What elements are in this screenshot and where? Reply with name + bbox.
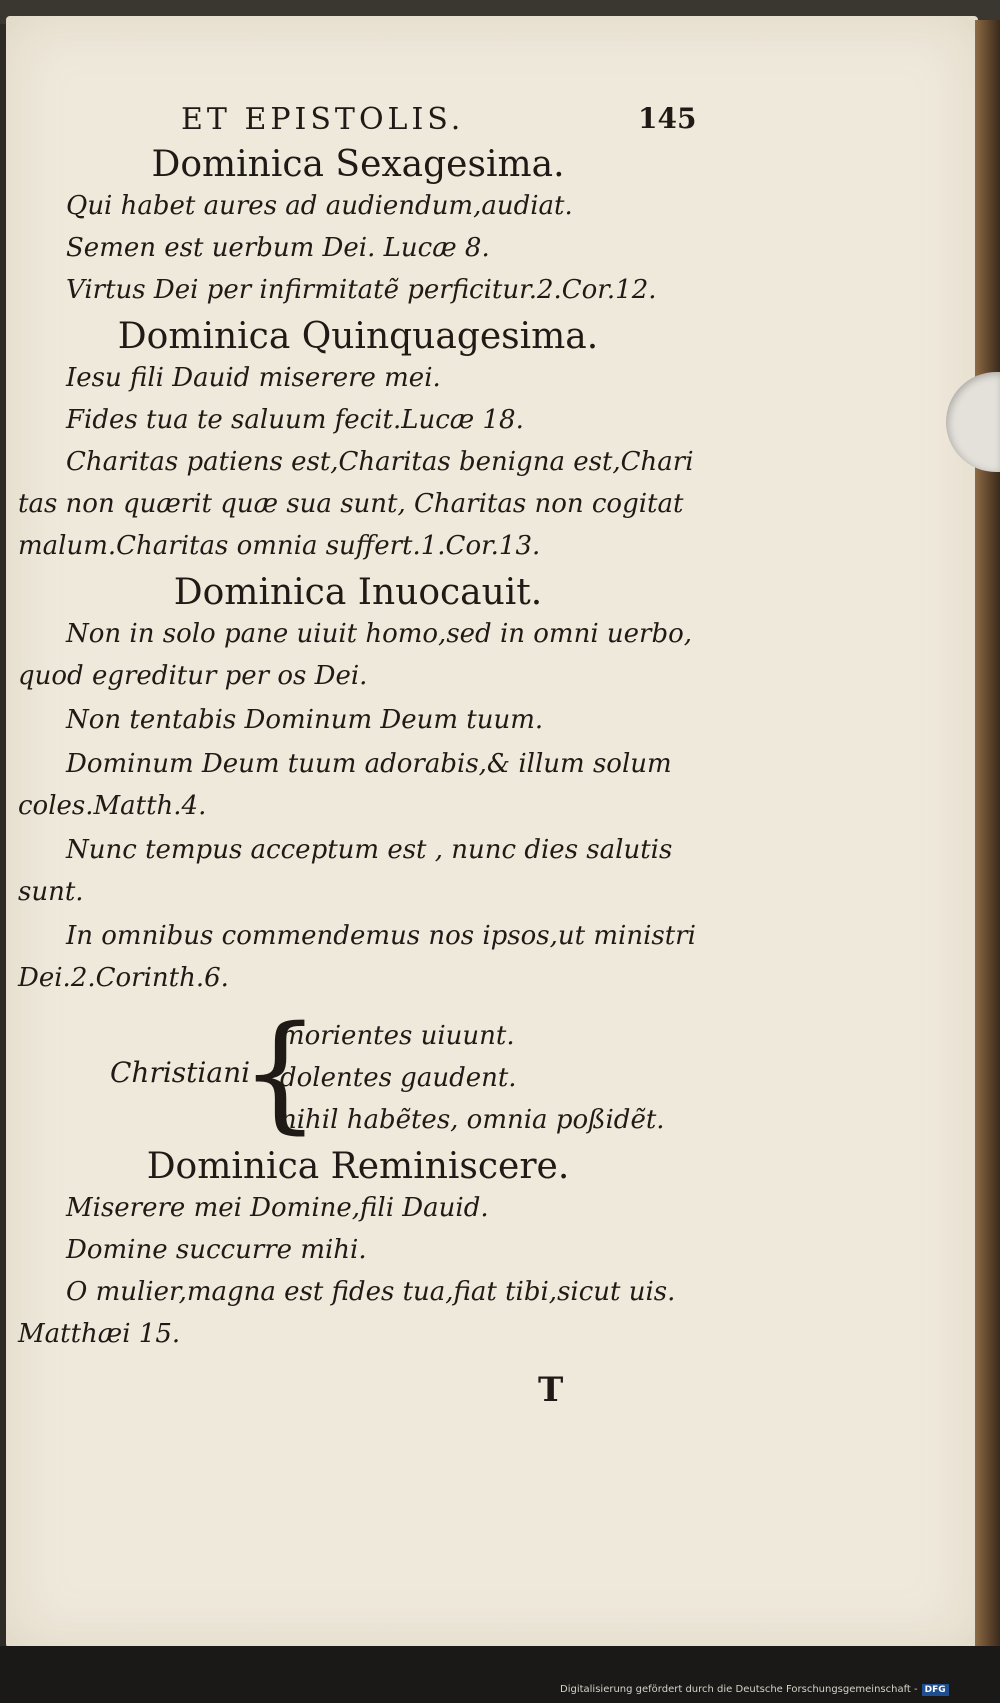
text-line: Non tentabis Dominum Deum tuum.	[66, 705, 544, 735]
text-line: Dominum Deum tuum adorabis,& illum solum	[66, 749, 672, 779]
page-header	[18, 96, 698, 146]
text-line: Charitas patiens est,Charitas benigna est,Chari	[66, 447, 694, 477]
book-page	[6, 16, 978, 1648]
book-binding	[975, 20, 1000, 1648]
text-line: Dei.2.Corinth.6.	[18, 963, 229, 993]
page-number: 145	[638, 102, 697, 135]
text-line: O mulier,magna est fides tua,fiat tibi,sicut uis.	[66, 1277, 676, 1307]
text-line: In omnibus commendemus nos ipsos,ut ministri	[66, 921, 696, 951]
text-line: Nunc tempus acceptum est , nunc dies salutis	[66, 835, 673, 865]
text-line: malum.Charitas omnia suffert.1.Cor.13.	[18, 531, 541, 561]
curly-brace-icon: {	[240, 999, 321, 1146]
text-line: Matthæi 15.	[18, 1319, 181, 1349]
brace-label: Christiani	[110, 1056, 251, 1089]
dfg-logo: DFG	[922, 1684, 949, 1696]
text-line: Semen est uerbum Dei. Lucæ 8.	[66, 233, 490, 263]
text-line: tas non quærit quæ sua sunt, Charitas non cogitat	[18, 489, 684, 519]
credit-text: Digitalisierung gefördert durch die Deutsche Forschungsgemeinschaft -	[560, 1684, 918, 1695]
text-line: Qui habet aures ad audiendum,audiat.	[66, 191, 573, 221]
brace-item: morientes uiuunt.	[280, 1021, 515, 1051]
text-line: Domine succurre mihi.	[66, 1235, 367, 1265]
brace-group	[18, 999, 698, 1146]
text-line: coles.Matth.4.	[18, 791, 207, 821]
section-heading-sexagesima: Dominica Sexagesima.	[151, 144, 565, 185]
brace-item: nihil habẽtes, omnia poßidẽt.	[280, 1105, 665, 1135]
section-heading-reminiscere: Dominica Reminiscere.	[146, 1146, 570, 1187]
running-head: ET EPISTOLIS.	[181, 102, 465, 137]
text-line: Iesu fili Dauid miserere mei.	[66, 363, 441, 393]
digitization-credit	[560, 1684, 949, 1696]
text-line: Non in solo pane uiuit homo,sed in omni uerbo,	[66, 619, 693, 649]
section-heading-inuocauit: Dominica Inuocauit.	[173, 572, 543, 613]
section-heading-quinquagesima: Dominica Quinquagesima.	[117, 316, 599, 357]
text-line: Virtus Dei per infirmitatẽ perficitur.2.Cor.12.	[66, 275, 657, 305]
text-line: Fides tua te saluum fecit.Lucæ 18.	[66, 405, 524, 435]
text-line: Miserere mei Domine,fili Dauid.	[66, 1193, 489, 1223]
brace-item: dolentes gaudent.	[280, 1063, 517, 1093]
signature-mark: T	[538, 1370, 564, 1410]
text-line: sunt.	[18, 877, 84, 907]
text-line: quod egreditur per os Dei.	[18, 661, 368, 691]
